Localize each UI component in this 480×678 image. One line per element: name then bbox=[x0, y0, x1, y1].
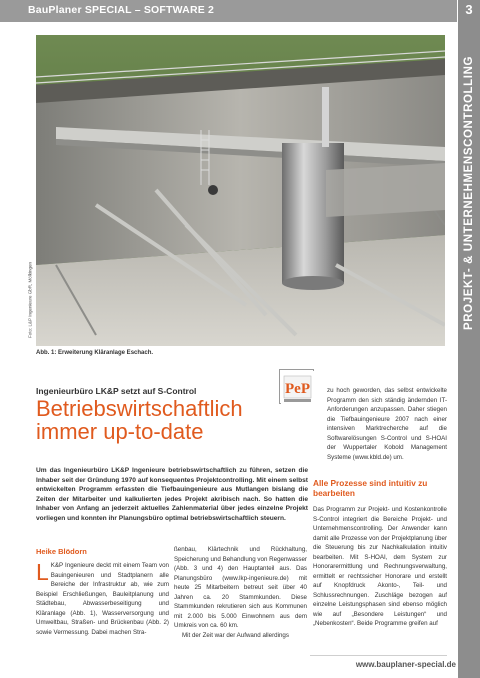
article-photo bbox=[36, 35, 445, 346]
photo-credit bbox=[26, 250, 34, 350]
article-headline: Betriebswirtschaftlich immer up-to-date bbox=[36, 396, 243, 444]
section-label-text: PROJEKT- & UNTERNEHMENSCONTROLLING bbox=[463, 55, 475, 331]
article-lead: Um das Ingenieurbüro LK&P Ingenieure betriebswirtschaftlich zu führen, setzen die Inhaber seit der Gründung 1970 auf konsequentes Projektcontrolling. Mit einem selbst entwickelten Programm erfassten die Tiefbauingenieure aus Mutlangen bislang die Zeiten der Mitarbeiter und kalkulierten jedes Projekt akribisch nach. So hatten die Inhaber von Anfang an jederzeit aktuelles Zahlenmaterial über jedes einzelne Projekt vorliegen und konnten ihr Planungsbüro optimal betriebswirtschaftlich steuern. bbox=[36, 467, 308, 522]
figure-caption: Abb. 1: Erweiterung Kläranlage Eschach. bbox=[36, 350, 154, 356]
article-column-3a: zu hoch geworden, das selbst entwickelte Programm den sich ständig ändernden IT-Anforderungen anzupassen. Daher stiegen die Tiefbauingenieure 2007 nach einer intensiven Marktrecherche auf die Softwarelösungen S-Control und S-HOAI der Wuppertaler Kobold Management Systeme (www.kbld.de) um. bbox=[327, 387, 447, 461]
section-side-strip bbox=[458, 0, 480, 678]
article-column-1 bbox=[36, 561, 169, 637]
section-label bbox=[461, 28, 477, 358]
column-2-text-b: Mit der Zeit war der Aufwand allerdings bbox=[182, 631, 289, 639]
drop-cap: L bbox=[36, 559, 49, 585]
column-1-text: K&P Ingenieure deckt mit einem Team von Bauingenieuren und Stadtplanern alle Bereiche der Infrastruktur ab, wie zum Beispiel Erschließungen, Bauleitplanung und Städtebau, Abwasserbeseitigung und Kläranlage (Abb. 1), Wasserversorgung und Umweltbau, Straßen- und Brückenbau (Abb. 2) sowie Vermessung. Dabei machen Stra- bbox=[36, 562, 169, 636]
article-kicker: Ingenieurbüro LK&P setzt auf S-Control bbox=[36, 386, 197, 396]
column-2-text: ßenbau, Klärtechnik und Rückhaltung, Speicherung und Behandlung von Regenwasser (Abb. 3 und 4) den Hauptanteil aus. Das Planungsbüro (www.lkp-ingenieure.de) mit heute 25 Mitarbeitern betreut seit über 40 Jahren ca. 20 Stammkunden. Diese Stammkunden rekrutieren sich aus Kommunen mit 2.000 bis 5.000 Einwohnern aus dem Umkreis von ca. 60 km. bbox=[174, 546, 307, 629]
footer-rule bbox=[310, 655, 447, 656]
article-author: Heike Blödorn bbox=[36, 547, 87, 556]
header-bar bbox=[0, 0, 457, 22]
pep-logo bbox=[279, 369, 314, 404]
article-column-2 bbox=[174, 545, 307, 640]
photo-credit-text: Foto: L&P Ingenieure GbR, Mölkingen bbox=[27, 262, 33, 338]
article-subhead: Alle Prozesse sind intuitiv zu bearbeiten bbox=[313, 478, 428, 498]
page-number: 3 bbox=[465, 2, 473, 17]
footer-url[interactable]: www.bauplaner-special.de bbox=[355, 660, 456, 669]
magazine-title: BauPlaner SPECIAL – SOFTWARE 2 bbox=[28, 4, 215, 16]
article-column-3b: Das Programm zur Projekt- und Kostenkontrolle S-Control integriert die Bereiche Projekt- und Unternehmenscontrolling. Der Anwender kann damit alle Prozesse von der Projektplanung über die Steuerung bis zur Nachkalkulation intuitiv bearbeiten. Mit S-HOAI, dem System zur Honorarermittlung und Rechnungsverwaltung, ermittelt er rechtssicher Honorare und erstellt auf Knopfdruck Akonto-, Teil- und Schlussrechnungen. Zuschläge bezogen auf einzelne Leistungsphasen sind ebenso möglich wie auf „Besondere Leistungen“ und „Nebenkosten“. Beide Programme greifen auf bbox=[313, 506, 447, 627]
svg-text:PeP: PeP bbox=[285, 381, 310, 397]
